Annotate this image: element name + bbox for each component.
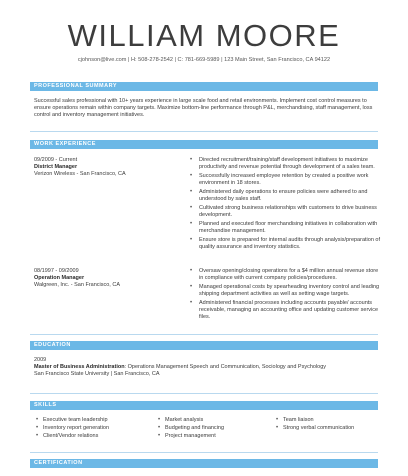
list-item: • Successfully increased employee retention by created a positive work environment in 18 stores. (190, 173, 380, 187)
summary-section-header: PROFESSIONAL SUMMARY (30, 82, 378, 91)
job-2-company: Walgreen, Inc. - San Francisco, CA (34, 282, 120, 288)
job-2-dates: 08/1997 - 09/2009 (34, 268, 79, 274)
skills-column-2 (158, 417, 268, 441)
certification-section-header: CERTIFICATION (30, 459, 378, 468)
list-item: • Administered financial processes including accounts payable/ accounts receivable, managing an accounting office and updating customer service files. (190, 300, 380, 321)
job-1-company: Verizon Wireless - San Francisco, CA (34, 171, 126, 177)
education-divider (30, 393, 378, 394)
education-year: 2009 (34, 357, 47, 363)
contact-line: cjohnson@live.com | H: 508-278-2542 | C: 781-669-5989 | 123 Main Street, San Francisco, CA 94122 (77, 57, 331, 63)
skills-column-3 (276, 417, 381, 433)
work-divider (30, 334, 378, 335)
job-1-dates: 09/2009 - Current (34, 157, 78, 163)
list-item: • Administered daily operations to ensure policies were adhered to and understood by sales staff. (190, 189, 380, 203)
list-item: • Market analysis (158, 417, 268, 424)
job-2-info (34, 268, 154, 289)
job-2-bullets (190, 268, 380, 323)
list-item: • Client/Vendor relations (36, 433, 156, 440)
list-item: • Executive team leadership (36, 417, 156, 424)
list-item: • Ensure store is prepared for internal audits through analysis/preparation of quality assurance and inventory statistics. (190, 237, 380, 251)
list-item: • Managed operational costs by spearheading inventory control and leading shipping department activities as well as setting wage targets. (190, 284, 380, 298)
list-item: • Strong verbal communication (276, 425, 381, 432)
summary-divider (30, 131, 378, 132)
list-item: • Project management (158, 433, 268, 440)
education-section-header: EDUCATION (30, 341, 378, 350)
skills-section-header: SKILLS (30, 401, 378, 410)
list-item: • Planned and executed floor merchandising initiatives in collaboration with merchandise management. (190, 221, 380, 235)
job-1-bullets (190, 157, 380, 253)
list-item: • Oversaw opening/closing operations for a $4 million annual revenue store in compliance with current company policies/procedures. (190, 268, 380, 282)
education-school: San Francisco State University | San Francisco, CA (34, 371, 160, 377)
skills-column-1 (36, 417, 156, 441)
education-degree-line (34, 364, 379, 371)
skills-divider (30, 452, 378, 453)
education-degree-detail: : Operations Management Speech and Communication, Sociology and Psychology (124, 364, 327, 370)
list-item: • Inventory report generation (36, 425, 156, 432)
list-item: • Budgeting and financing (158, 425, 268, 432)
job-2-title: Operation Manager (34, 275, 85, 281)
education-block (34, 357, 379, 378)
list-item: • Cultivated strong business relationships with customers to drive business development. (190, 205, 380, 219)
work-section-header: WORK EXPERIENCE (30, 140, 378, 149)
list-item: • Directed recruitment/training/staff development initiatives to maximize productivity and revenue potential through development of a sales team. (190, 157, 380, 171)
education-degree: Master of Business Administration (34, 364, 125, 370)
job-1-info (34, 157, 154, 178)
candidate-name: WILLIAM MOORE (67, 18, 341, 53)
job-1-title: District Manager (34, 164, 78, 170)
list-item: • Team liaison (276, 417, 381, 424)
summary-text: Successful sales professional with 10+ years experience in large scale food and retail environments. Implement cost control measures to ensure operations remain within company targets. Maximize bottom-line performance through P&L, merchandising, staff management, loss control and inventory management initiatives. (34, 98, 373, 118)
